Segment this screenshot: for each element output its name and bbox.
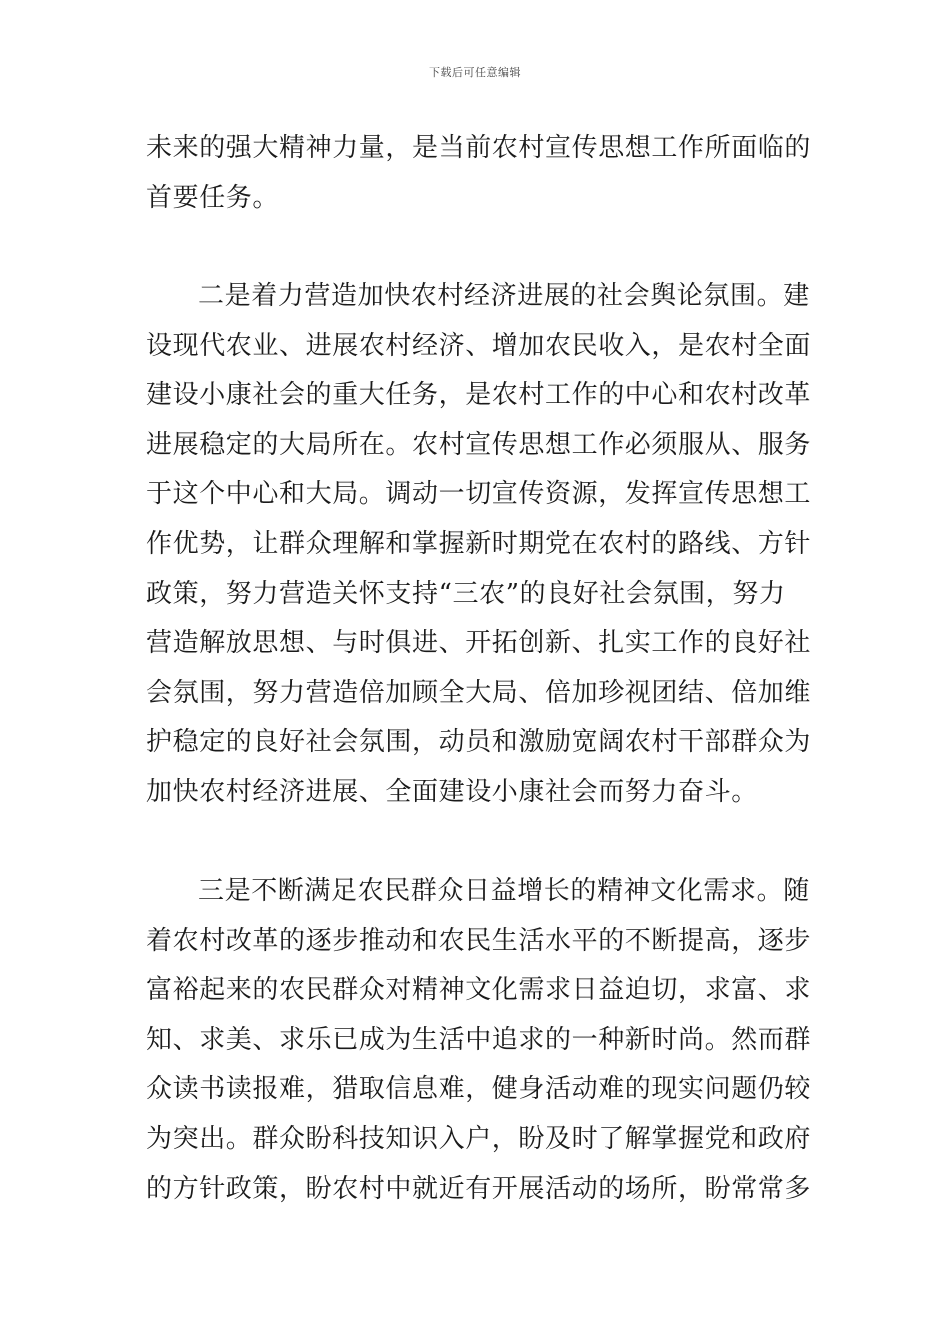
text-line: 设现代农业、进展农村经济、增加农民收入，是农村全面 (146, 330, 812, 361)
paragraph-three (146, 867, 812, 1214)
paragraph-continuation (146, 124, 812, 223)
text-line: 三是不断满足农民群众日益增长的精神文化需求。随 (198, 876, 810, 906)
paragraph-two (146, 272, 812, 818)
text-line: 富裕起来的农民群众对精神文化需求日益迫切，求富、求 (146, 975, 812, 1006)
text-line: 众读书读报难，猎取信息难，健身活动难的现实问题仍较 (146, 1074, 812, 1105)
text-line: 二是着力营造加快农村经济进展的社会舆论氛围。建 (198, 281, 810, 311)
text-line: 于这个中心和大局。调动一切宣传资源，发挥宣传思想工 (146, 479, 812, 510)
text-line: 知、求美、求乐已成为生活中追求的一种新时尚。然而群 (146, 1024, 812, 1055)
text-line: 为突出。群众盼科技知识入户，盼及时了解掌握党和政府 (146, 1123, 812, 1154)
text-line: 作优势，让群众理解和掌握新时期党在农村的路线、方针 (146, 528, 812, 559)
text-line: 首要任务。 (146, 182, 280, 213)
text-line: 的方针政策，盼农村中就近有开展活动的场所，盼常常多 (146, 1173, 812, 1204)
text-line: 会氛围，努力营造倍加顾全大局、倍加珍视团结、倍加维 (146, 677, 812, 708)
page-header: 下载后可任意编辑 (429, 66, 521, 79)
text-line: 着农村改革的逐步推动和农民生活水平的不断提高，逐步 (146, 925, 812, 956)
text-line: 护稳定的良好社会氛围，动员和激励宽阔农村干部群众为 (146, 727, 812, 758)
text-line: 未来的强大精神力量，是当前农村宣传思想工作所面临的 (146, 133, 812, 163)
text-line: 政策，努力营造关怀支持“三农”的良好社会氛围，努力 (146, 578, 786, 609)
text-line: 建设小康社会的重大任务，是农村工作的中心和农村改革 (146, 380, 812, 411)
text-line: 加快农村经济进展、全面建设小康社会而努力奋斗。 (146, 776, 758, 807)
text-line: 营造解放思想、与时俱进、开拓创新、扎实工作的良好社 (146, 628, 812, 659)
text-line: 进展稳定的大局所在。农村宣传思想工作必须服从、服务 (146, 429, 812, 460)
